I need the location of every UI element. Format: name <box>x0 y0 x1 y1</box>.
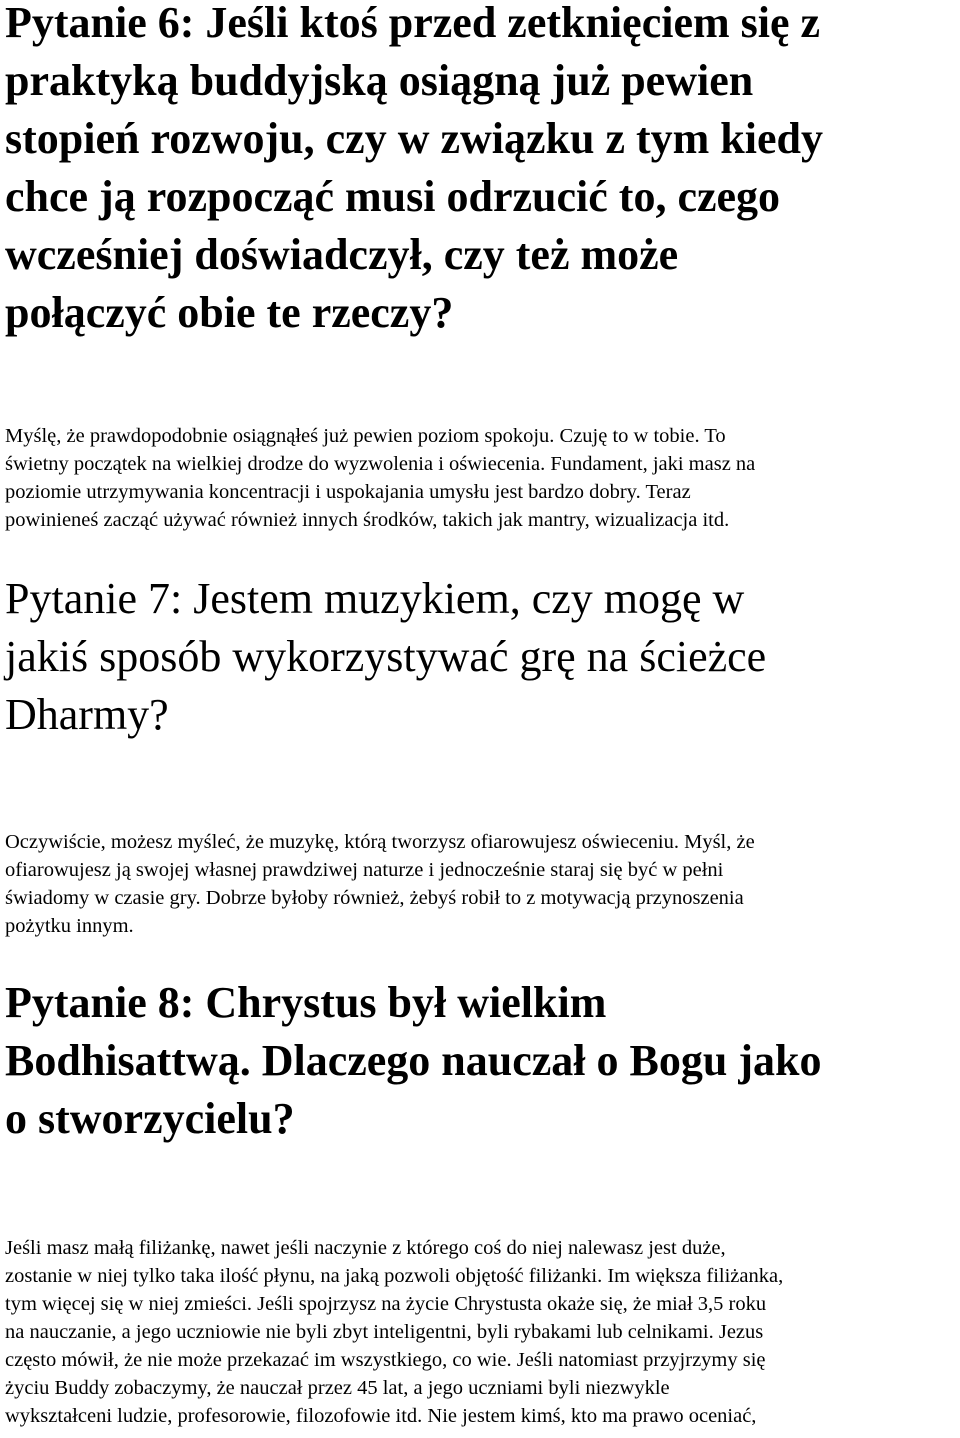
heading-line: Pytanie 8: Chrystus był wielkim <box>5 978 607 1027</box>
paragraph-line: wykształceni ludzie, profesorowie, filozofowie itd. Nie jestem kimś, kto ma prawo oceniać, <box>5 1405 757 1427</box>
paragraph-line: często mówił, że nie może przekazać im wszystkiego, co wie. Jeśli natomiast przyjrzymy się <box>5 1349 766 1371</box>
paragraph-line: zostanie w niej tylko taka ilość płynu, na jaką pozwoli objętość filiżanki. Im większa filiżanka, <box>5 1265 784 1287</box>
answer-7-paragraph <box>5 828 960 940</box>
paragraph-line: Jeśli masz małą filiżankę, nawet jeśli naczynie z którego coś do niej nalewasz jest duże, <box>5 1237 726 1259</box>
paragraph-line: świetny początek na wielkiej drodze do wyzwolenia i oświecenia. Fundament, jaki masz na <box>5 453 756 475</box>
paragraph-line: powinieneś zacząć używać również innych środków, takich jak mantry, wizualizacja itd. <box>5 509 730 531</box>
question-8-heading <box>5 974 955 1148</box>
heading-line: wcześniej doświadczył, czy też może <box>5 230 679 279</box>
paragraph-line: poziomie utrzymywania koncentracji i uspokajania umysłu jest bardzo dobry. Teraz <box>5 481 691 503</box>
paragraph-line: ofiarowujesz ją swojej własnej prawdziwej naturze i jednocześnie staraj się być w pełni <box>5 859 724 881</box>
paragraph-line: pożytku innym. <box>5 915 134 937</box>
heading-line: Pytanie 6: Jeśli ktoś przed zetknięciem się z <box>5 0 821 47</box>
paragraph-line: życiu Buddy zobaczymy, że nauczał przez 45 lat, a jego uczniami byli niezwykle <box>5 1377 670 1399</box>
paragraph-line: Oczywiście, możesz myśleć, że muzykę, którą tworzysz ofiarowujesz oświeceniu. Myśl, że <box>5 831 755 853</box>
paragraph-line: świadomy w czasie gry. Dobrze byłoby również, żebyś robił to z motywacją przynoszenia <box>5 887 744 909</box>
heading-line: o stworzycielu? <box>5 1094 295 1143</box>
heading-line: stopień rozwoju, czy w związku z tym kiedy <box>5 114 823 163</box>
heading-line: Pytanie 7: Jestem muzykiem, czy mogę w <box>5 574 745 623</box>
heading-line: Bodhisattwą. Dlaczego nauczał o Bogu jako <box>5 1036 822 1085</box>
heading-line: praktyką buddyjską osiągną już pewien <box>5 56 754 105</box>
answer-6-paragraph <box>5 422 960 534</box>
heading-line: połączyć obie te rzeczy? <box>5 288 454 337</box>
heading-line: Dharmy? <box>5 690 169 739</box>
question-6-heading <box>5 0 955 342</box>
paragraph-line: Myślę, że prawdopodobnie osiągnąłeś już pewien poziom spokoju. Czuję to w tobie. To <box>5 425 726 447</box>
paragraph-line: tym więcej się w niej zmieści. Jeśli spojrzysz na życie Chrystusta okaże się, że miał 3,5 roku <box>5 1293 767 1315</box>
answer-8-paragraph <box>5 1234 960 1430</box>
paragraph-line: na nauczanie, a jego uczniowie nie byli zbyt inteligentni, byli rybakami lub celnikami. Jezus <box>5 1321 764 1343</box>
heading-line: chce ją rozpocząć musi odrzucić to, czego <box>5 172 781 221</box>
heading-line: jakiś sposób wykorzystywać grę na ścieżce <box>5 632 767 681</box>
question-7-heading <box>5 570 955 744</box>
